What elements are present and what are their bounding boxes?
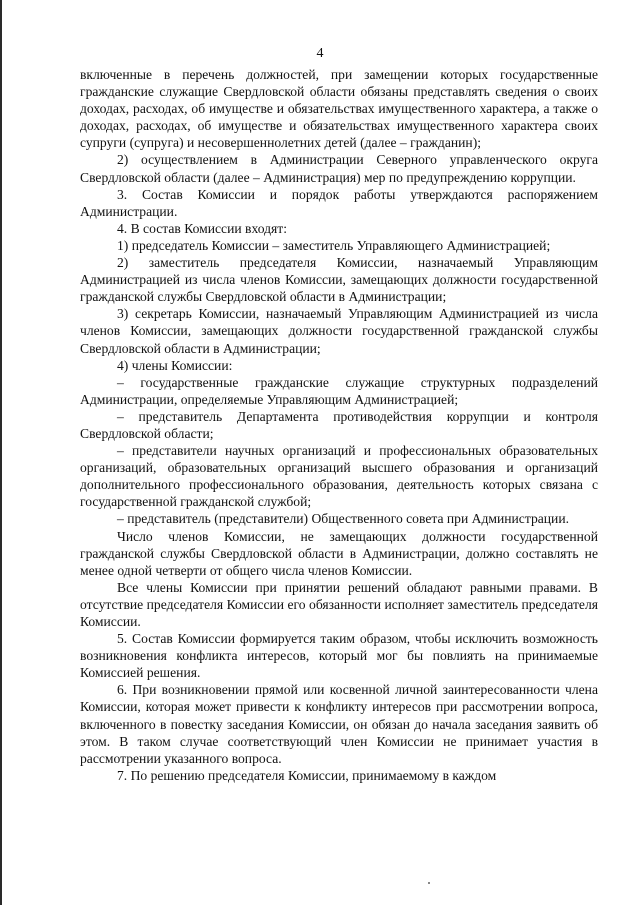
paragraph-section-6: 6. При возникновении прямой или косвенной личной заинтересованности члена Комиссии, которая может привести к конфликту интересов при рассмотрении вопроса, включенного в повестку заседания Комиссии, он обязан до начала заседания заявить об этом. В таком случае соответствующий член Комиссии не принимает участия в рассмотрении указанного вопроса. [80,682,598,766]
paragraph-chairman: 1) председатель Комиссии – заместитель Управляющего Администрацией; [117,237,551,253]
paragraph-section-5: 5. Состав Комиссии формируется таким образом, чтобы исключить возможность возникновения конфликта интересов, который мог бы повлиять на принимаемые Комиссией решения. [80,631,598,681]
paragraph-secretary: 3) секретарь Комиссии, назначаемый Управляющим Администрацией из числа членов Комиссии, замещающих должности государственной гражданской службы Свердловской области в Администрации; [80,306,598,356]
paragraph-members-public-council: – представитель (представители) Общественного совета при Администрации. [117,511,569,527]
paragraph-section-3: 3. Состав Комиссии и порядок работы утверждаются распоряжением Администрации. [80,186,598,219]
paragraph-section-4: 4. В состав Комиссии входят: [117,220,288,236]
page-number: 4 [316,46,324,61]
scan-edge-line [0,0,2,905]
paragraph-equal-rights: Все члены Комиссии при принятии решений обладают равными правами. В отсутствие председателя Комиссии его обязанности исполняет заместитель председателя Комиссии. [80,579,598,629]
paragraph-members: 4) члены Комиссии: [117,357,233,373]
scan-speck [428,882,430,884]
paragraph-continuation: включенные в перечень должностей, при замещении которых государственные гражданские служащие Свердловской области обязаны представлять сведения о своих доходах, расходах, об имуществе и обязательствах имущественного характера, а также о доходах, расходах, об имуществе и обязательствах имущественного характера своих супруги (супруга) и несовершеннолетних детей (далее – гражданин); [80,67,598,151]
paragraph-item-2: 2) осуществлением в Администрации Северного управленческого округа Свердловской области (далее – Администрация) мер по предупреждению коррупции. [80,152,598,185]
paragraph-members-department: – представитель Департамента противодействия коррупции и контроля Свердловской области; [80,408,598,441]
paragraph-deputy-chairman: 2) заместитель председателя Комиссии, назначаемый Управляющим Администрацией из числа членов Комиссии, замещающих должности государственной гражданской службы Свердловской области в Администрации; [80,255,598,305]
paragraph-members-quota: Число членов Комиссии, не замещающих должности государственной гражданской службы Свердловской области в Администрации, должно составлять не менее одной четверти от общего числа членов Комиссии. [80,528,598,578]
paragraph-members-organizations: – представители научных организаций и профессиональных образовательных организаций, образовательных организаций высшего образования и организаций дополнительного профессионального образования, деятельность которых связана с государственной гражданской службой; [80,443,598,510]
paragraph-section-7: 7. По решению председателя Комиссии, принимаемому в каждом [117,767,497,783]
paragraph-members-civil-servants: – государственные гражданские служащие структурных подразделений Администрации, определяемые Управляющим Администрацией; [80,374,598,407]
document-body [80,66,598,784]
